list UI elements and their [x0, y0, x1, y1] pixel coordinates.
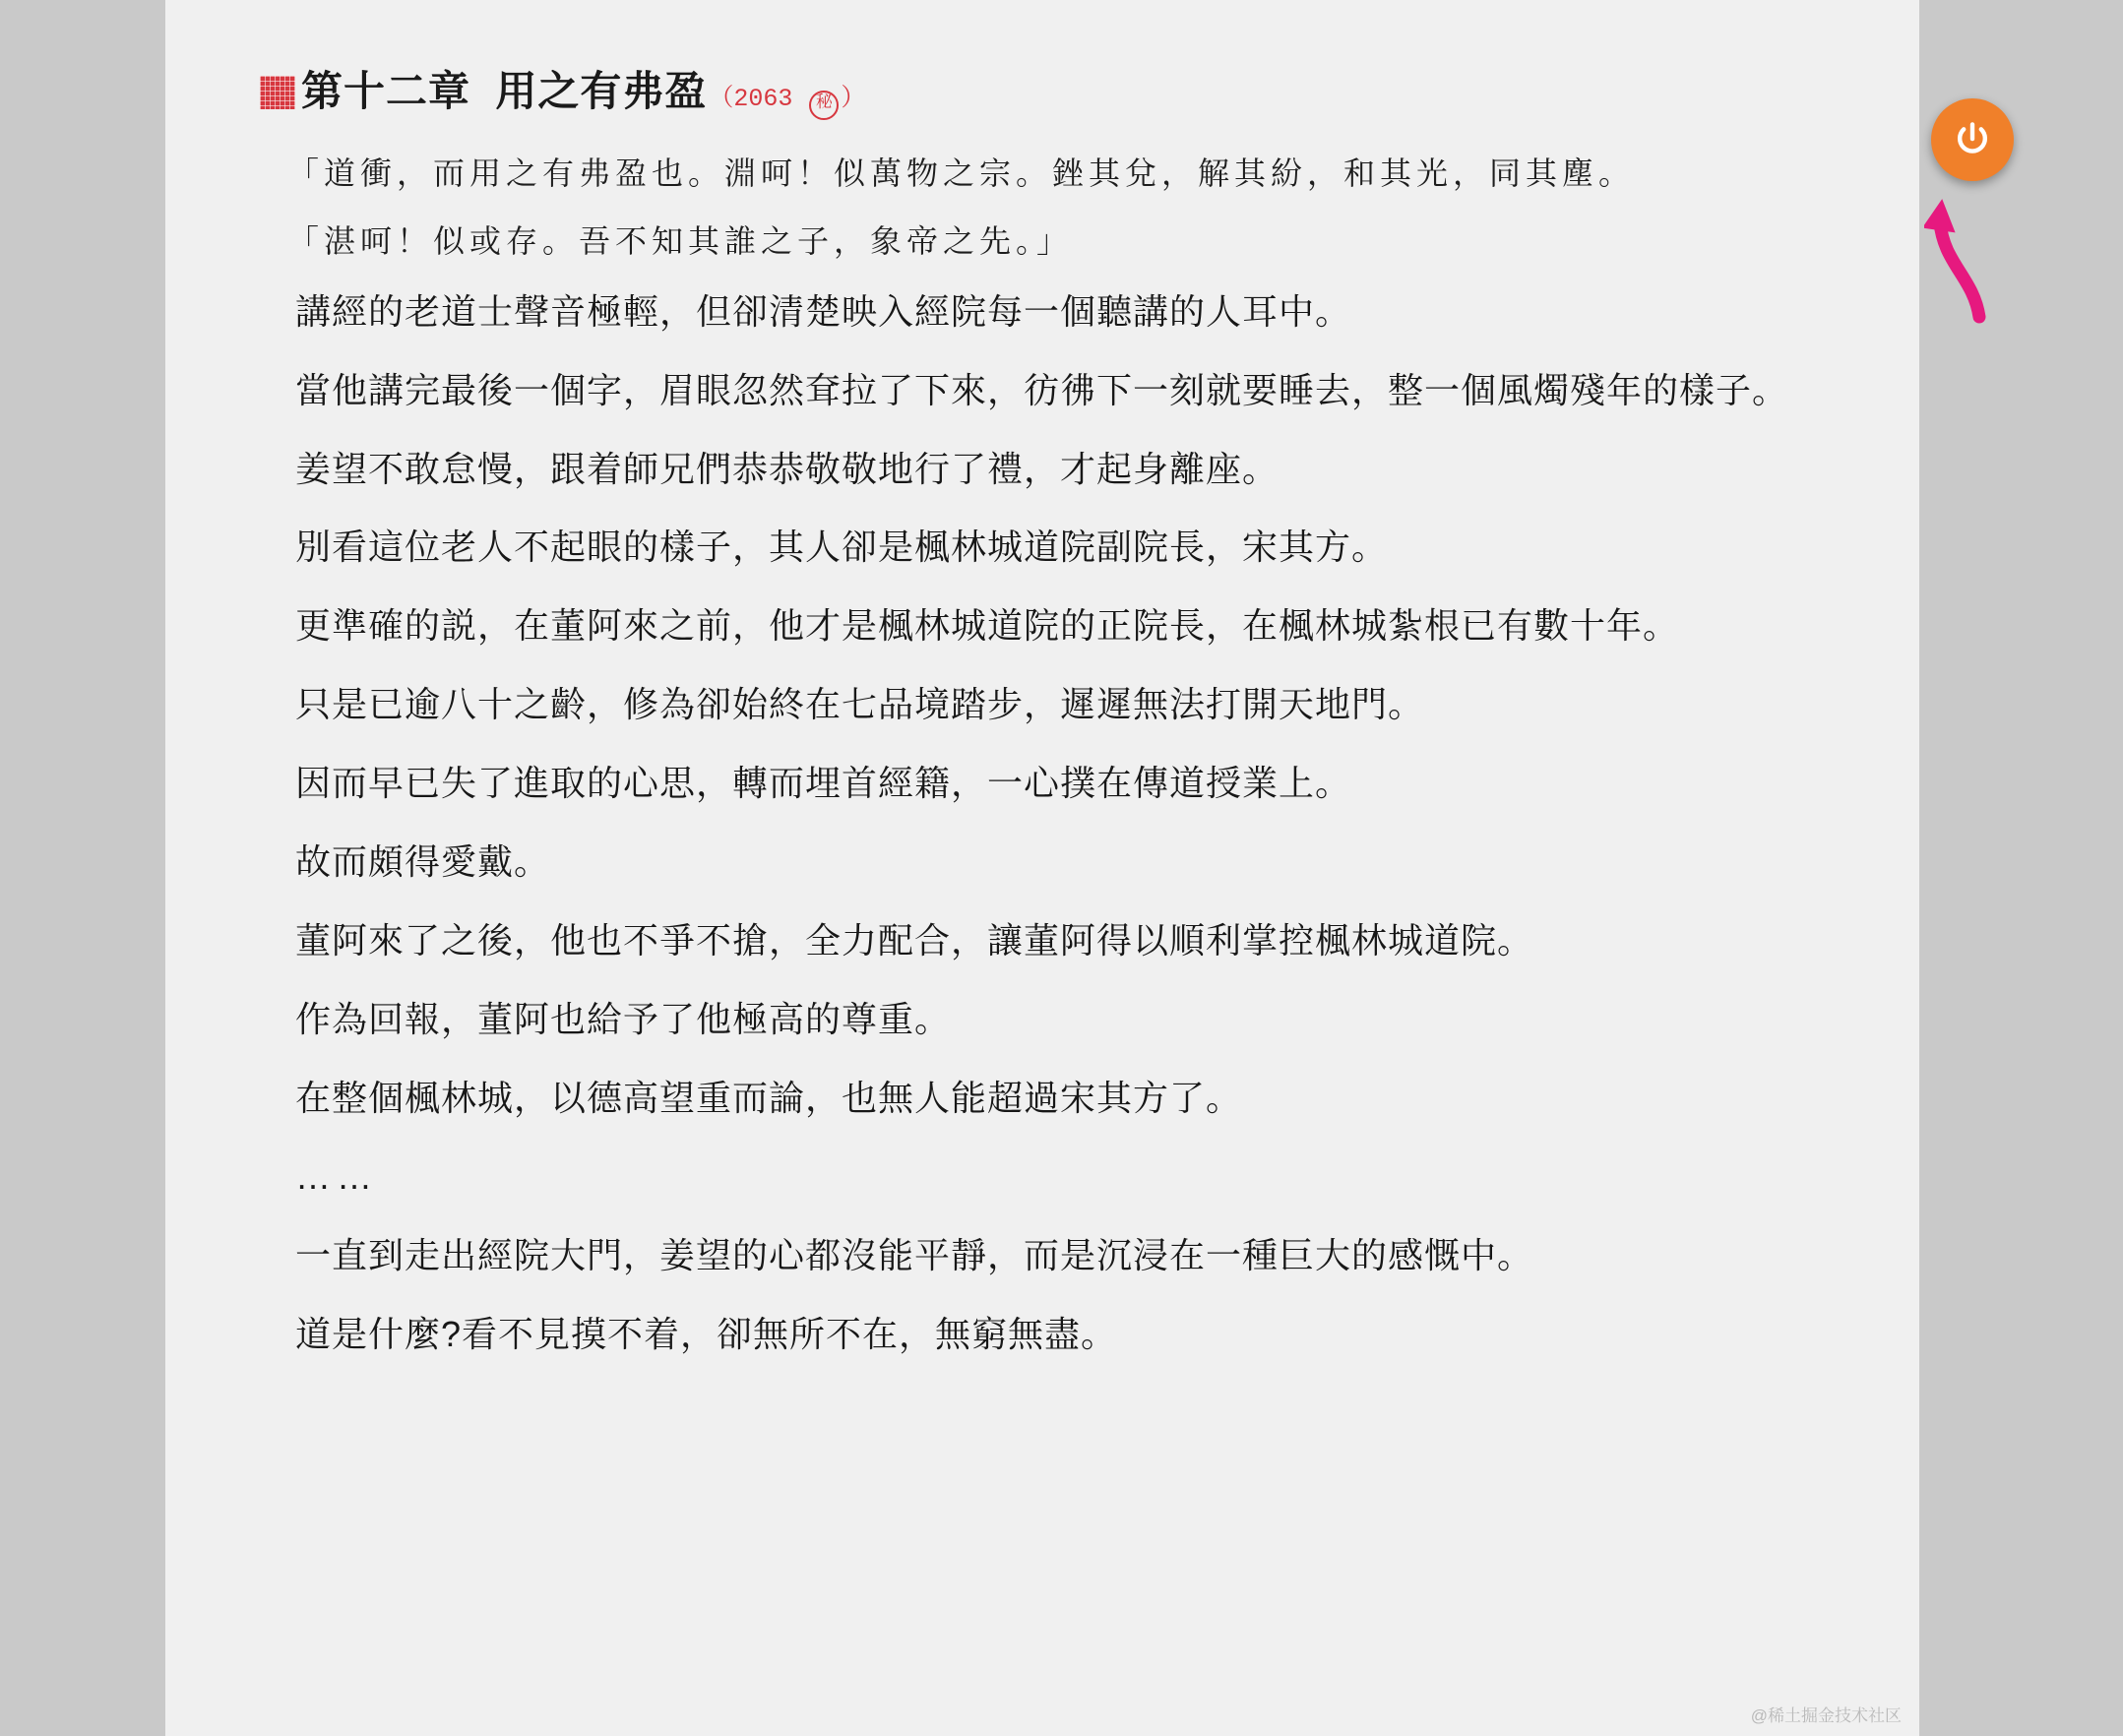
paragraph: 只是已逾八十之齡，修為卻始終在七品境踏步，遲遲無法打開天地門。 — [295, 684, 1425, 725]
left-gutter — [0, 0, 165, 1736]
chapter-title-text: 第十二章 用之有弗盈 — [301, 68, 708, 114]
paragraph: 「湛呵！似或存。吾不知其誰之子，象帝之先。」 — [287, 222, 1074, 259]
paragraph-ellipsis: …… — [295, 1156, 378, 1198]
paragraph: 講經的老道士聲音極輕，但卻清楚映入經院每一個聽講的人耳中。 — [295, 290, 1352, 332]
paragraph: 姜望不敢怠慢，跟着師兄們恭恭敬敬地行了禮，才起身離座。 — [295, 448, 1280, 489]
chapter-meta-suffix: ） — [841, 85, 866, 113]
paragraph: 道是什麼?看不見摸不着，卻無所不在，無窮無盡。 — [295, 1313, 1118, 1354]
paragraph: 故而頗得愛戴。 — [295, 841, 551, 883]
chapter-content — [165, 0, 1919, 1381]
chapter-meta-prefix: （2063 — [709, 85, 808, 113]
chapter-meta — [709, 78, 865, 118]
chapter-marker-icon — [260, 76, 295, 109]
reader-page — [165, 0, 1919, 1736]
page-title — [260, 59, 1880, 118]
paragraph: 在整個楓林城，以德高望重而論，也無人能超過宋其方了。 — [295, 1078, 1243, 1119]
paragraph: 更準確的説，在董阿來之前，他才是楓林城道院的正院長，在楓林城紮根已有數十年。 — [295, 605, 1680, 647]
paragraph: 當他講完最後一個字，眉眼忽然耷拉了下來，彷彿下一刻就要睡去，整一個風燭殘年的樣子。 — [295, 369, 1789, 410]
paragraph: 「道衝，而用之有弗盈也。淵呵！似萬物之宗。銼其兌，解其紛，和其光，同其塵。 — [287, 155, 1636, 191]
secret-seal-icon: 秘 — [809, 91, 839, 120]
scrollbar[interactable] — [2109, 0, 2123, 1736]
paragraph: 作為回報，董阿也給予了他極高的尊重。 — [295, 999, 952, 1040]
power-button[interactable] — [1931, 98, 2014, 181]
paragraph: 別看這位老人不起眼的樣子，其人卻是楓林城道院副院長，宋其方。 — [295, 527, 1389, 568]
paragraph: 一直到走出經院大門，姜望的心都沒能平靜，而是沉浸在一種巨大的感慨中。 — [295, 1235, 1534, 1276]
power-icon — [1951, 118, 1994, 161]
annotation-arrow-icon — [1924, 169, 2042, 327]
paragraph: 董阿來了之後，他也不爭不搶，全力配合，讓董阿得以順利掌控楓林城道院。 — [295, 920, 1534, 961]
paragraph: 因而早已失了進取的心思，轉而埋首經籍，一心撲在傳道授業上。 — [295, 763, 1352, 804]
watermark: @稀土掘金技术社区 — [1750, 1706, 1902, 1725]
